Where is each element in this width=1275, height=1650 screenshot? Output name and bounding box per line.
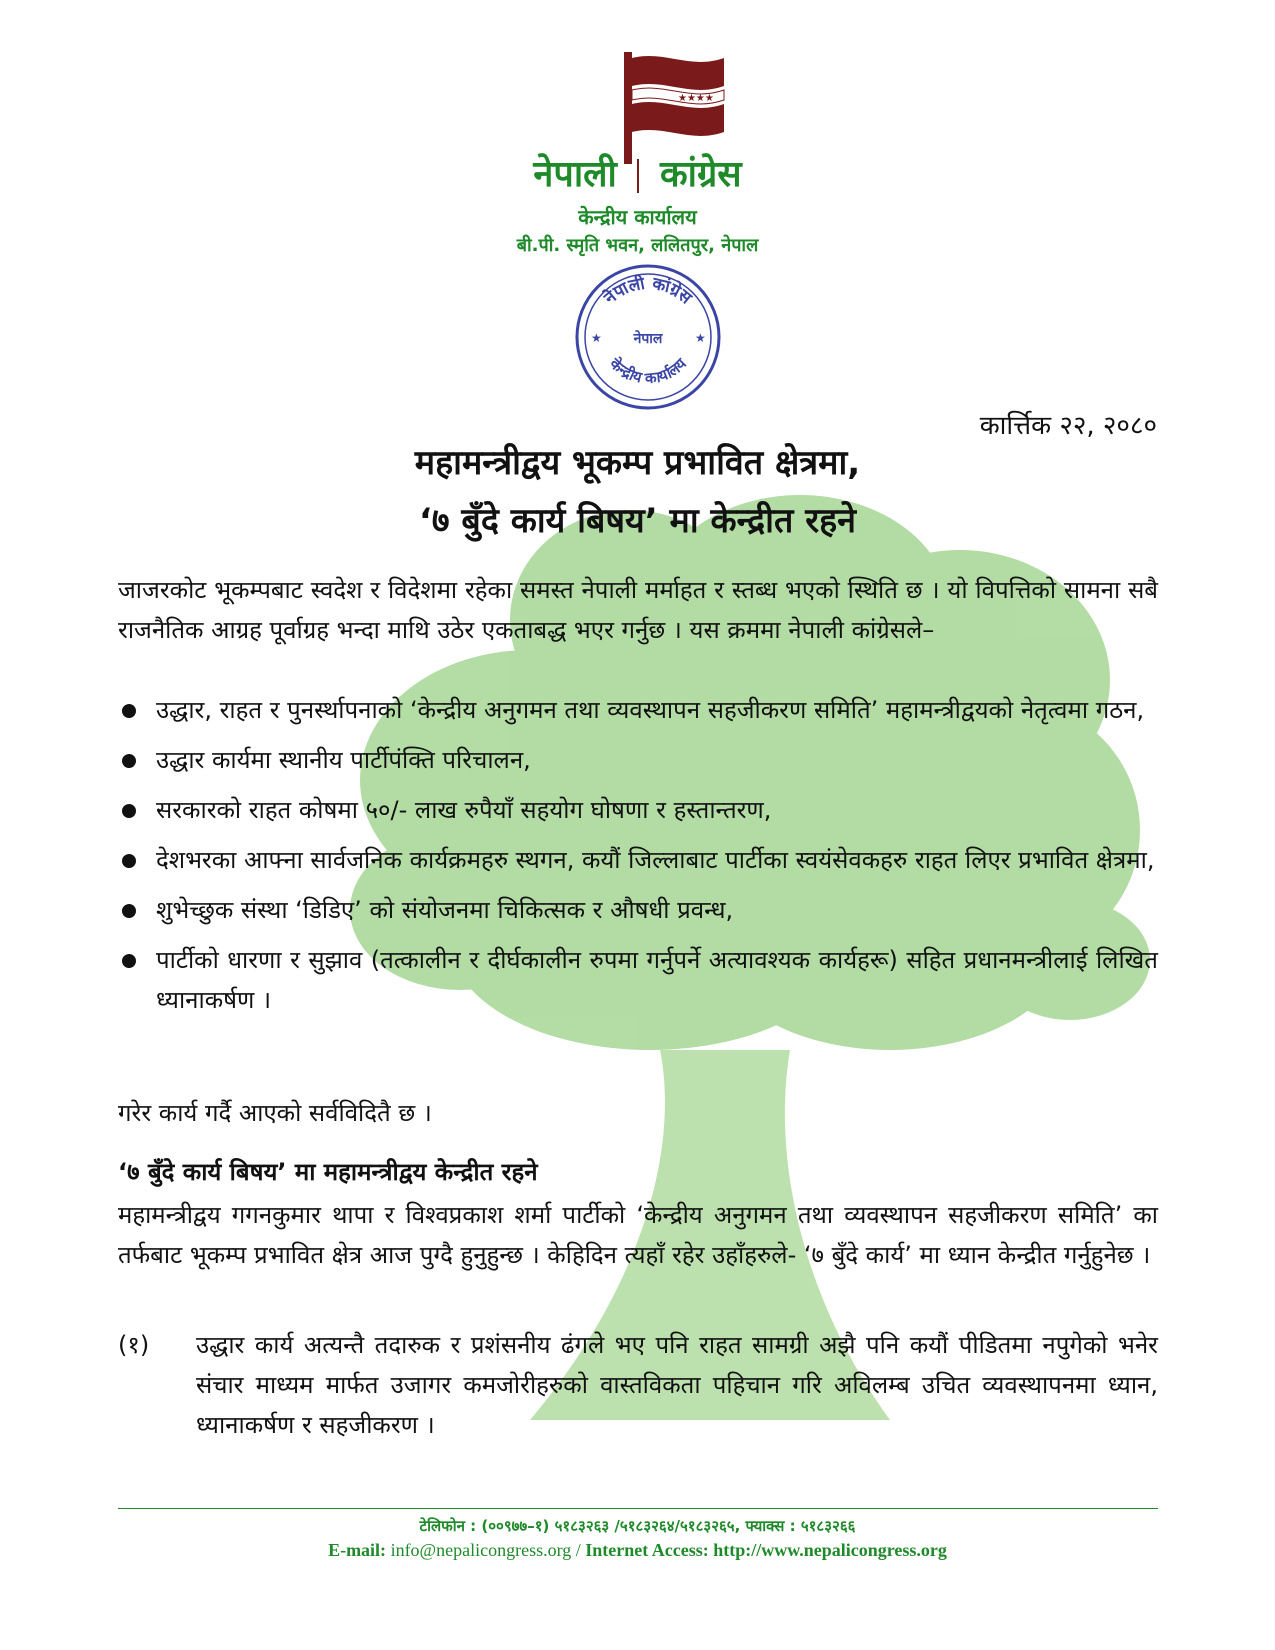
title-line-1: महामन्त्रीद्वय भूकम्प प्रभावित क्षेत्रमा, bbox=[414, 443, 861, 483]
internet-label: Internet Access: bbox=[585, 1540, 709, 1560]
footer-contact bbox=[0, 1540, 1275, 1561]
svg-text:★★★★: ★★★★ bbox=[678, 93, 714, 104]
list-item: सरकारको राहत कोषमा ५०/- लाख रुपैयाँ सहयोग घोषणा र हस्तान्तरण, bbox=[118, 790, 1158, 830]
seal-top-text: नेपाली कांग्रेस bbox=[600, 273, 696, 309]
seal-center-text: नेपाल bbox=[633, 331, 663, 347]
closing-paragraph: गरेर कार्य गर्दै आएको सर्वविदितै छ । bbox=[118, 1099, 432, 1127]
bullet-icon bbox=[122, 954, 136, 968]
bullet-icon bbox=[122, 804, 136, 818]
item-text: उद्धार कार्य अत्यन्तै तदारुक र प्रशंसनीय ढंगले भए पनि राहत सामग्री अझै पनि कयौं पीडितमा नपुगेको भनेर संचार माध्यम मार्फत उजागर कमजोरीहरुको वास्तविकता पहिचान गरि अविलम्ब उचित व्यवस्थापनमा ध्यान, ध्यानाकर्षण र सहजीकरण । bbox=[196, 1331, 1158, 1439]
official-seal bbox=[573, 262, 723, 412]
list-item: देशभरका आफ्ना सार्वजनिक कार्यक्रमहरु स्थगन, कयौं जिल्लाबाट पार्टीका स्वयंसेवकहरु राहत लिएर प्रभावित क्षेत्रमा, bbox=[118, 840, 1158, 880]
numbered-item bbox=[118, 1325, 1158, 1445]
seal-bottom-text: केन्द्रीय कार्यालय bbox=[606, 354, 690, 388]
footer-separator: / bbox=[575, 1540, 581, 1560]
svg-text:★: ★ bbox=[591, 331, 602, 345]
svg-text:★: ★ bbox=[695, 331, 706, 345]
title-line-2: ‘७ बुँदे कार्य बिषय’ मा केन्द्रीत रहने bbox=[418, 501, 857, 541]
org-name bbox=[0, 148, 1275, 197]
list-item: पार्टीको धारणा र सुझाव (तत्कालीन र दीर्घकालीन रुपमा गर्नुपर्ने अत्यावश्यक कार्यहरू) सहित प्रधानमन्त्रीलाई लिखित ध्यानाकर्षण । bbox=[118, 940, 1158, 1020]
bullet-icon bbox=[122, 704, 136, 718]
email-label: E-mail: bbox=[328, 1540, 387, 1560]
intro-paragraph: जाजरकोट भूकम्पबाट स्वदेश र विदेशमा रहेका समस्त नेपाली मर्माहत र स्तब्ध भएको स्थिति छ । यो विपत्तिको सामना सबै राजनैतिक आग्रह पूर्वाग्रह भन्दा माथि उठेर एकताबद्ध भएर गर्नुछ । यस क्रममा नेपाली कांग्रेसले– bbox=[118, 576, 1158, 644]
bullet-icon bbox=[122, 754, 136, 768]
item-number: (१) bbox=[118, 1331, 150, 1359]
list-item: शुभेच्छुक संस्था ‘डिडिए’ को संयोजनमा चिकित्सक र औषधी प्रवन्ध, bbox=[118, 890, 1158, 930]
website-link[interactable]: http://www.nepalicongress.org bbox=[713, 1540, 947, 1560]
svg-text:केन्द्रीय कार्यालय bbox=[605, 354, 690, 388]
bullet-icon bbox=[122, 854, 136, 868]
footer-divider bbox=[118, 1508, 1158, 1509]
list-item: उद्धार, राहत र पुनर्स्थापनाको ‘केन्द्रीय अनुगमन तथा व्यवस्थापन सहजीकरण समिति’ महामन्त्रीद्वयको नेतृत्वमा गठन, bbox=[118, 690, 1158, 730]
document-date: कार्त्तिक २२, २०८० bbox=[979, 411, 1157, 441]
bullet-icon bbox=[122, 904, 136, 918]
office-address: बी.पी. स्मृति भवन, ललितपुर, नेपाल bbox=[516, 235, 759, 256]
svg-text:नेपाली कांग्रेस bbox=[599, 273, 697, 310]
org-name-left: नेपाली bbox=[533, 154, 617, 195]
org-name-divider bbox=[637, 159, 639, 193]
section-subheading: ‘७ बुँदे कार्य बिषय’ मा महामन्त्रीद्वय केन्द्रीत रहने bbox=[118, 1158, 538, 1186]
list-item: उद्धार कार्यमा स्थानीय पार्टीपंक्ति परिचालन, bbox=[118, 740, 1158, 780]
body-paragraph: महामन्त्रीद्वय गगनकुमार थापा र विश्वप्रकाश शर्मा पार्टीको ‘केन्द्रीय अनुगमन तथा व्यवस्थापन सहजीकरण समिति’ का तर्फबाट भूकम्प प्रभावित क्षेत्र आज पुग्दै हुनुहुन्छ । केहिदिन त्यहाँ रहेर उहाँहरुले- ‘७ बुँदे कार्य’ मा ध्यान केन्द्रीत गर्नुहुनेछ । bbox=[118, 1201, 1158, 1269]
email-link[interactable]: info@nepalicongress.org bbox=[390, 1540, 572, 1560]
action-list bbox=[118, 690, 1158, 1030]
footer-phone: टेलिफोन : (००९७७–१) ५१८३२६३ /५१८३२६४/५१८३२६५, फ्याक्स : ५१८३२६६ bbox=[419, 1517, 856, 1535]
office-name: केन्द्रीय कार्यालय bbox=[578, 205, 697, 229]
org-name-right: कांग्रेस bbox=[659, 154, 742, 195]
